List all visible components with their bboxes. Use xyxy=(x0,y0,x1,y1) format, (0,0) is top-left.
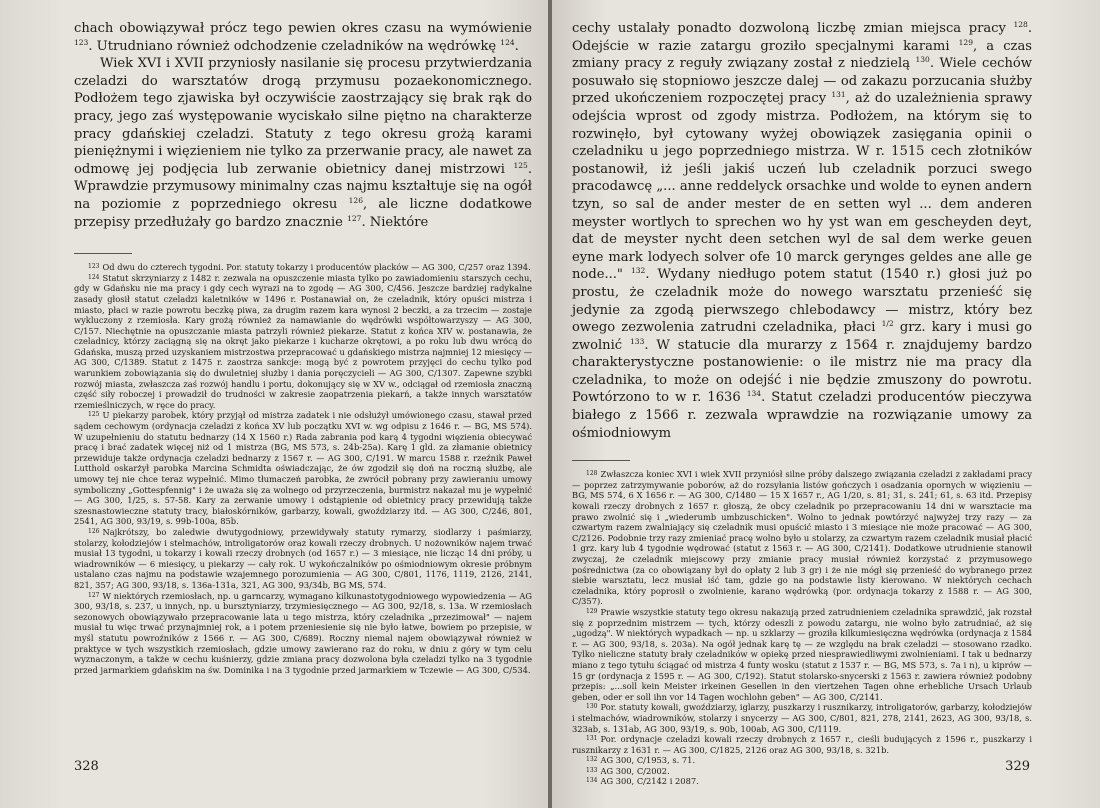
text-run: Wiek XVI i XVII przyniosły nasilanie się procesu przytwierdzania czeladzi do warsztatów drogą przymusu pozaekonomicznego. Podłożem tego zjawiska był oczywiście zaostrzający się brak rąk do pracy, jego zaś występowanie wyciskało silne piętno na charakterze pracy gdańskiej czeladzi. Statuty z tego okresu grożą karami pieniężnymi i więzieniem nie tylko za przerwanie pracy, ale nawet za odmowę jej podjęcia lub zerwanie obietnicy danej mistrzowi xyxy=(74,56,532,177)
text-run: chach obowiązywał prócz tego pewien okres czasu na wymówienie xyxy=(74,21,532,36)
footnote xyxy=(74,273,532,411)
footnote-ref: 125 xyxy=(513,160,528,170)
footnote-number: 129 xyxy=(586,607,598,615)
left-paragraph-2: Wiek XVI i XVII przyniosły nasilanie się procesu przytwierdzania czeladzi do warsztatów drogą przymusu pozaekonomicznego. Podłożem tego zjawiska był oczywiście zaostrzający się brak rąk do pracy, jego zaś występowanie wyciskało silne piętno na charakterze pracy gdańskiej czeladzi. Statuty z tego okresu grożą karami pieniężnymi i więzieniem nie tylko za przerwanie pracy, ale nawet za odmowę jej podjęcia lub zerwanie obietnicy danej mistrzowi $^{125}$. Wprawdzie przymusowy minimalny czas najmu kształtuje się na ogół na poziomie z poprzedniego okresu $^{126}$, ale liczne dodatkowe przepisy przedłużały go bardzo znacznie $^{127}$. Niektóre xyxy=(74,56,532,230)
footnote-ref: 123 xyxy=(74,37,89,47)
footnote xyxy=(572,469,1032,607)
text-run: , a czas zmiany pracy z reguły związany został z niedzielą xyxy=(572,38,1032,72)
fraction: 1/2 xyxy=(881,319,894,329)
footnote-number: 133 xyxy=(586,766,598,774)
footnote-text: Por. ordynacje czeladzi kowali rzeczy drobnych z 1657 r., cieśli budujących z 1596 r., puszkarzy i rusznikarzy z 1631 r. — AG 300, C/1825, 2126 oraz AG 300, 93/18, s. 321b. xyxy=(572,734,1032,755)
footnote xyxy=(74,591,532,676)
right-footnotes xyxy=(572,469,1032,787)
footnote xyxy=(74,527,532,591)
footnote-number: 132 xyxy=(586,756,598,764)
footnote-number: 126 xyxy=(88,527,100,535)
page-number: 329 xyxy=(1005,759,1030,774)
footnote xyxy=(572,734,1032,755)
footnote xyxy=(572,755,1032,766)
footnote-number: 123 xyxy=(88,263,100,271)
text-run: . Statut czeladzi producentów pieczywa białego z 1566 r. zezwala wprawdzie na rozwiązanie umowy za ośmiodniowym xyxy=(572,390,1032,441)
footnote-ref: 127 xyxy=(347,213,362,223)
footnote-ref: 133 xyxy=(630,336,645,346)
footnote-text: Prawie wszystkie statuty tego okresu nakazują przed zatrudnieniem czeladnika sprawdzić, jak rozstał się z poprzednim mistrzem — tych, którzy odeszli z powodu zatargu, nie wolno było zatrudniać, aż się „ugodzą". W niektórych wypadkach — np. u szklarzy — groziła kilkumiesięczna wędrówka (ordynacja z 1584 r. — AG 300, 93/18, s. 203a). Na ogół jednak karę tę — ze względu na brak czeladzi — stosowano rzadko. Tylko nieliczne statuty brały czeladników w opiekę przed niesprawiedliwymi zwolnieniami. I tak u bednarzy miano z tego tytułu ściągać od mistrza 4 funty wosku (statut z 1537 r. — BG, MS 573, s. 7a i n), u kiprów — 15 gr (ordynacja z 1595 r. — AG 300, C/192). Statut stolarsko-snycerski z 1563 r. zawiera również podobny przepis: „...soll kein Meister irkeinen Gesellen in den viertzehen Tagen ohne erhebliche Ursach Urlaub geben, oder er soll ihn vor 14 Tagen wochlohn geben" — AG 300, C/2141. xyxy=(572,606,1032,702)
footnote-text: AG 300, C/2002. xyxy=(600,765,670,776)
footnote-text: AG 300, C/1953, s. 71. xyxy=(600,755,696,766)
right-page xyxy=(552,0,1100,808)
footnote-number: 128 xyxy=(586,470,598,478)
footnote xyxy=(74,410,532,527)
footnote-ref: 131 xyxy=(831,90,846,100)
footnote-ref: 134 xyxy=(746,389,762,399)
footnote-ref: 124 xyxy=(500,37,515,47)
right-paragraph-1: cechy ustalały ponadto dozwoloną liczbę zmian miejsca pracy $^{128}$. Odejście w razie zatargu groziło specjalnymi karami $^{129}$, a czas zmiany pracy z reguły związany został z niedzielą $^{130}$. Wiele cechów posuwało się stopniowo jeszcze dalej — od zakazu porzucania służby przed ukończeniem rozpoczętej pracy $^{131}$, aż do uzależnienia sprawy odejścia wprost od zgody mistrza. Podłożem, na którym się to rozwinęło, był cytowany wyżej obowiązek zasięgania opinii o czeladniku u jego poprzedniego mistrza. W r. 1515 cech złotników postanowił, iż jeśli jakiś uczeń lub czeladnik porzuci swego pracodawcę „... anne reddelyck orsachke und wolde to eynen andern tzyn, so sal de ander mester de en setten wyl ... dem anderen meyster wortlych to sprechen wo hy yst wan em gescheyden deyt, dat de meyster nycht deen setchen wyl de sal dem werke geuen eyne mark lodyech solver ofe 10 marck gerynges geldes ane alle ge node..." $^{132}$. Wydany niedługo potem statut (1540 r.) głosi już po prostu, że czeladnik może do nowego warsztatu przenieść się jedynie za zgodą pierwszego chlebodawcy — mistrz, który bez owego zezwolenia zatrudni czeladnika, płaci $^{1/2}$ grz. kary i musi go zwolnić $^{133}$. W statucie dla murarzy z 1564 r. znajdujemy bardzo charakterystyczne postanowienie: o ile mistrz nie ma pracy dla czeladnika, to może on odejść i nie będzie zmuszony do powrotu. Powtórzono to w r. 1636 $^{134}$. Statut czeladzi producentów pieczywa białego z 1566 r. zezwala wprawdzie na rozwiązanie umowy za ośmiodniowym xyxy=(572,20,1032,441)
footnote-text: AG 300, C/2142 i 2087. xyxy=(600,776,699,787)
text-run: grz. kary i musi go zwolnić xyxy=(572,320,1032,353)
text-run: Wprawdzie przymusowy minimalny czas najmu kształtuje się na ogół na poziomie z poprzedniego okresu xyxy=(74,179,532,212)
text-run: Odejście w razie zatargu groziło specjalnymi karami xyxy=(572,38,950,54)
text-run: , aż do uzależnienia sprawy odejścia wprost od zgody mistrza. Podłożem, na którym się to rozwinęło, był cytowany wyżej obowiązek zasięgania opinii o czeladniku u jego poprzedniego mistrza. W r. 1515 cech złotników postanowił, iż jeśli jakiś uczeń lub czeladnik porzuci swego pracodawcę „... anne reddelyck orsachke und wolde to eynen andern tzyn, so sal de ander mester de en setten wyl ... dem anderen meyster wortlych to sprechen wo hy yst wan em gescheyden deyt, dat de meyster nycht deen setchen wyl de sal dem werke geuen eyne mark lodyech solver ofe 10 marck gerynges geldes ane alle ge node..." xyxy=(572,91,1032,283)
left-body-text xyxy=(74,20,532,231)
text-run: cechy ustalały ponadto dozwoloną liczbę zmian miejsca pracy xyxy=(572,21,1006,36)
footnote-rule xyxy=(74,253,132,254)
left-page xyxy=(0,0,548,808)
left-footnotes xyxy=(74,262,532,675)
footnote xyxy=(572,607,1032,702)
text-run: . Wydany niedługo potem statut (1540 r.) głosi już po prostu, że czeladnik może do nowego warsztatu przenieść się jedynie za zgodą pierwszego chlebodawcy — mistrz, który bez owego zezwolenia zatrudni czeladnika, płaci xyxy=(572,267,1032,336)
footnote xyxy=(74,262,532,273)
footnote xyxy=(572,766,1032,777)
footnote-text: Od dwu do czterech tygodni. Por. statuty tokarzy i producentów placków — AG 300, C/257 oraz 1394. xyxy=(102,262,531,273)
text-run: Utrudniano również odchodzenie czeladników na wędrówkę xyxy=(96,38,497,54)
footnote-ref: 129 xyxy=(958,37,973,47)
left-paragraph-1: chach obowiązywał prócz tego pewien okres czasu na wymówienie $^{123}$. Utrudniano również odchodzenie czeladników na wędrówkę $^{124}$. xyxy=(74,21,532,54)
right-body-text xyxy=(572,20,1032,442)
footnote-number: 125 xyxy=(88,411,100,419)
footnote-text: Statut skrzyniarzy z 1482 r. zezwala na opuszczenie miasta tylko po zawiadomieniu starszych cechu, gdy w Gdańsku nie ma pracy i gdy cech wyrazi na to zgodę — AG 300, C/456. Jeszcze bardziej radykalne zasady głosił statut czeladzi kaletników w 1496 r. Postanawiał on, że czeladnik, który opuści mistrza i miasto, płaci w razie powrotu beczkę piwa, za drugim razem kara wynosi 2 beczki, a za trzecim — zostaje wykluczony z rzemiosła. Kary grożą również za namawianie do wędrówki współtowarzyszy — AG 300, C/157. Niechętnie na opuszczanie miasta patrzyli również piekarze. Statut z końca XIV w. postanawia, że czeladnicy, którzy zaciągną się na okręt jako piekarze i kucharze okrętowi, a po roku lub dwu wrócą do Gdańska, muszą przed uzyskaniem mistrzostwa przepracować u gdańskiego mistrza najmniej 12 miesięcy — AG 300, C/1389. Statut z 1475 r. zaostrza sankcje: mogą być z powrotem przyjęci do cechu tylko pod warunkiem zobowiązania się do dwuletniej służby i dania poręczycieli — AG 300, C/1307. Zapewne szybki rozwój miasta, zwłaszcza zaś rozwój handlu i portu, dokonujący się w XV w., odciągał od rzemiosła znaczną część siły roboczej i prowadził do trudności w zakresie zaopatrzenia piekarń, a także innych warsztatów rzemieślniczych, w ręce do pracy. xyxy=(74,272,532,410)
text-run: Niektóre xyxy=(369,214,429,230)
footnote-ref: 130 xyxy=(915,55,930,65)
text-run: . Wiele cechów posuwało się stopniowo jeszcze dalej — od zakazu porzucania służby przed ukończeniem rozpoczętej pracy xyxy=(572,56,1032,107)
footnote-text: U piekarzy parobek, który przyjął od mistrza zadatek i nie odsłużył umówionego czasu, stawał przed sądem cechowym (ordynacja czeladzi z końca XV lub początku XVI w. wg odpisu z 1646 r. — BG, MS 574). W uzupełnieniu do statutu bednarzy (14 X 1560 r.) Rada zabrania pod karą 4 tygodni więzienia obiecywać pracę i brać zadatek więcej niż od 1 mistrza (BG, MS 573, s. 24b-25a). Karę 1 gld. za złamanie obietnicy przewiduje także ordynacja czeladzi bednarzy z 1567 r. — AG 300, C/191. W marcu 1588 r. rzeźnik Paweł Lutthold oskarżył parobka Marcina Schmidta oświadczając, że ów zgodził się doń na roczną służbę, ale umowy tej nie chce teraz wypełnić. Mimo tłumaczeń parobka, że zwrócił pobrany przy zawieraniu umowy symboliczny „Gottespfennig" i że uważa się za wolnego od przyrzeczenia, burmistrz nakazał mu je wypełnić — AG 300, 1/25, s. 57-58. Kary za zerwanie umowy i odstąpienie od obietnicy pracy przewidują także szesnastowieczne statuty tracy, białoskórników, garbarzy, kowali, gwoździarzy itd. — AG 300, C/246, 801, 2541, AG 300, 93/19, s. 99b-100a, 85b. xyxy=(74,410,532,527)
footnote-text: Zwłaszcza koniec XVI i wiek XVII przyniósł silne próby dalszego związania czeladzi z zakładami pracy — poprzez zatrzymywanie poborów, aż do rozsyłania listów gończych i osadzania opornych w więzieniu — BG, MS 574, 6 X 1656 r. — AG 300, C/1480 — 15 X 1657 r., AG 1/20, s. 81; 31, s. 241; 61, s. 63 itd. Przepisy kowali rzeczy drobnych z 1657 r. głoszą, że obcy czeladnik po przepracowaniu 14 dni w warsztacie ma prawo zwolnić się i „wiederumb umbzuschicken". Wolno to jednak powtórzyć najwyżej trzy razy — za czwartym razem zwalniający się czeladnik musi opuścić miasto i 3 miesiące nie może pracować — AG 300, C/2126. Podobnie trzy razy zmieniać pracę wolno było u stolarzy, za czwartym razem czeladnik musiał płacić 1 grz. kary lub 4 tygodnie wędrować (statut z 1563 r. — AG 300, C/2141). Dodatkowe utrudnienie stanowił zwyczaj, że czeladnik miejscowy przy zmianie pracy musiał również korzystać z przymusowego pośrednictwa (za co obowiązany był do opłaty 2 lub 3 gr) i że nie mógł się przenieść do wybranego przez siebie warsztatu, lecz musiał iść tam, gdzie go na podstawie listy kierowano. W niektórych cechach czeladnika, który poprosił o zwolnienie, karano wędrówką (por. ordynacja tokarzy z 1588 r. — AG 300, C/357). xyxy=(572,469,1032,607)
page-number: 328 xyxy=(74,759,99,774)
footnote xyxy=(572,776,1032,787)
footnote-number: 124 xyxy=(88,273,100,281)
footnote xyxy=(572,702,1032,734)
footnote-text: W niektórych rzemiosłach, np. u garncarzy, wymagano kilkunastotygodniowego wypowiedzenia — AG 300, 93/18, s. 237, u innych, np. u bursztyniarzy, trzymiesięcznego — AG 300, 92/18, s. 13a. W rzemiosłach sezonowych obowiązywało przepracowanie lata u tego mistrza, który czeladnika „przezimował" — najem musiał tu więc trwać przynajmniej rok, a i potem przeniesienie się nie było łatwe, bowiem po przepisie, w myśl statutu powroźników z 1566 r. — AG 300, C/689). Roczny niemal najem obowiązywał również w praktyce w tych wszystkich rzemiosłach, gdzie umowy zawierano raz do roku, w dniu z góry w tym celu wyznaczonym, a także w cechu kuśnierzy, gdzie zmiana pracy dozwolona była czeladzi tylko na 3 tygodnie przed jarmarkiem gdańskim na św. Dominika i na 3 tygodnie przed jarmarkiem w Tczewie — AG 300, C/534. xyxy=(74,590,532,675)
text-run: . W statucie dla murarzy z 1564 r. znajdujemy bardzo charakterystyczne postanowienie: o ile mistrz nie ma pracy dla czeladnika, to może on odejść i nie będzie zmuszony do powrotu. Powtórzono to w r. 1636 xyxy=(572,337,1032,406)
footnote-text: Por. statuty kowali, gwoździarzy, iglarzy, puszkarzy i rusznikarzy, introligatorów, garbarzy, kołodziejów i stelmachów, wiadrowników, stolarzy i snycerzy — AG 300, C/801, 821, 278, 2141, 2623, AG 300, 93/18, s. 323ab, s. 131ab, AG 300, 93/19, s. 90b, 100ab, AG 300, C/1119. xyxy=(572,702,1032,734)
footnote-number: 127 xyxy=(88,591,100,599)
text-run: ale liczne dodatkowe przepisy przedłużały go bardzo znacznie xyxy=(74,196,532,230)
footnote-number: 131 xyxy=(586,735,598,743)
footnote-text: Najkrótszy, bo zaledwie dwutygodniowy, przewidywały statuty rymarzy, siodlarzy i paśmiarzy, stolarzy, kołodziejów i stelmachów, introligatorów oraz kowali rzeczy drobnych. U nożowników najem trwać musiał 13 tygodni, u tokarzy i kowali rzeczy drobnych (od 1657 r.) — 3 miesiące, nie licząc 14 dni próby, u wiadrowników — 6 miesięcy, u piekarzy — cały rok. U wykończalników po ośmiodniowym okresie próbnym ustalano czas najmu na podstawie wzajemnego porozumienia — AG 300, C/801, 1176, 1119, 2126, 2141, 821, 357; AG 300, 93/18, s. 136a-131a, 321, AG 300, 93/34b, BG MS, 574. xyxy=(74,526,532,590)
footnote-ref: 132 xyxy=(631,266,646,276)
footnote-ref: 128 xyxy=(1013,20,1028,29)
footnote-number: 134 xyxy=(586,777,598,785)
footnote-rule xyxy=(572,460,630,461)
footnote-number: 130 xyxy=(586,703,598,711)
footnote-ref: 126 xyxy=(348,195,363,205)
